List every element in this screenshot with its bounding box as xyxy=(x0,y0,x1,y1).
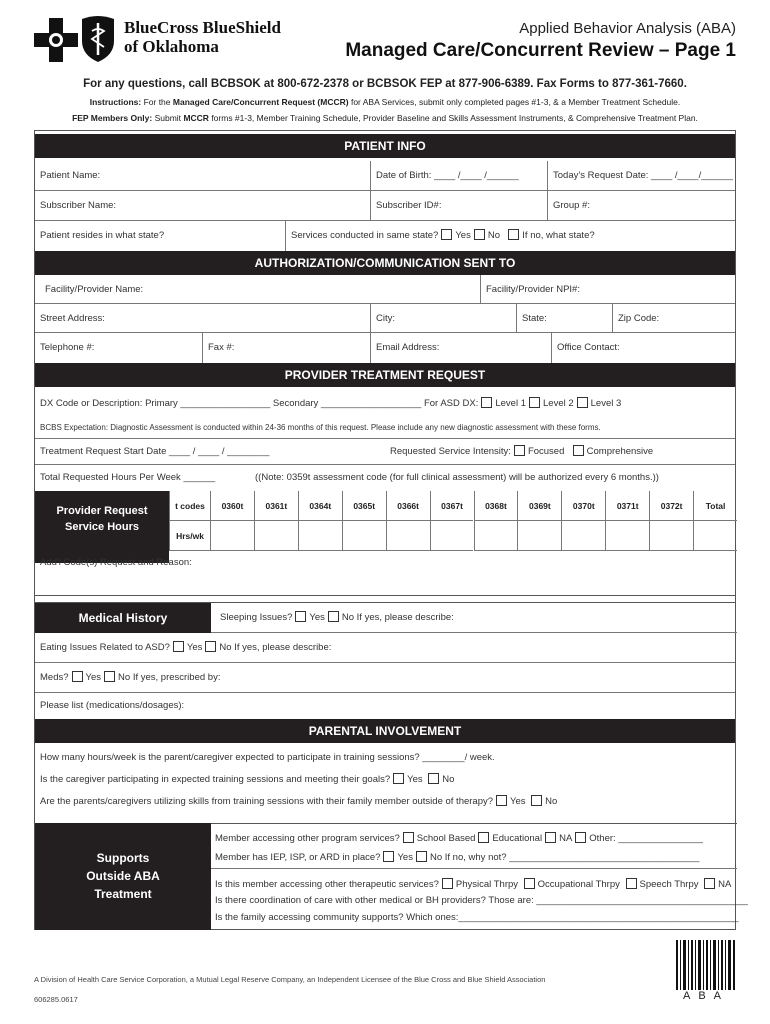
other-label: Other: ________________ xyxy=(589,833,703,844)
office-contact-label: Office Contact: xyxy=(557,342,620,353)
level3-label: Level 3 xyxy=(590,398,622,409)
hours-input-0364t[interactable] xyxy=(298,521,342,551)
auth-row-2 xyxy=(35,304,735,333)
eating-no-checkbox[interactable] xyxy=(205,641,216,652)
sleeping-label: Sleeping Issues? xyxy=(220,612,293,623)
form-body xyxy=(34,130,748,930)
same-state-no-label: No xyxy=(487,230,500,241)
med-list-label: Please list (medications/dosages): xyxy=(40,700,185,711)
meds-row xyxy=(35,663,735,693)
subscriber-id-field[interactable] xyxy=(370,191,547,220)
meds-no-checkbox[interactable] xyxy=(104,671,115,682)
sleeping-yes-label: Yes xyxy=(309,612,325,623)
code-header-0361t: 0361t xyxy=(254,491,298,521)
therapeutic-na-label: NA xyxy=(718,879,732,890)
occupational-label: Occupational Thrpy xyxy=(537,879,620,890)
form-subtitle: Applied Behavior Analysis (ABA) xyxy=(519,20,736,37)
office-contact-field[interactable] xyxy=(551,333,737,363)
sleeping-yes-checkbox[interactable] xyxy=(295,611,306,622)
utilizing-field xyxy=(35,791,737,817)
dx-row xyxy=(35,391,735,417)
comprehensive-label: Comprehensive xyxy=(586,446,654,457)
facility-name-label: Facility/Provider Name: xyxy=(45,284,144,295)
eating-no-label: No xyxy=(219,642,232,653)
group-label: Group #: xyxy=(553,200,590,211)
instructions-text-a: For the xyxy=(143,97,171,107)
brand-name xyxy=(124,18,281,56)
participating-yes-checkbox[interactable] xyxy=(393,773,404,784)
iep-no-label: No xyxy=(429,852,443,863)
instructions-bold-a: Managed Care/Concurrent Request (MCCR) xyxy=(172,97,349,107)
same-state-field xyxy=(285,221,737,251)
focused-label: Focused xyxy=(527,446,565,457)
street-field[interactable] xyxy=(35,304,370,332)
level3-checkbox[interactable] xyxy=(577,397,588,408)
supports-body xyxy=(211,823,748,930)
npi-label: Facility/Provider NPI#: xyxy=(486,284,580,295)
iep-yes-label: Yes xyxy=(397,852,413,863)
instructions-line xyxy=(0,97,770,107)
meds-yes-label: Yes xyxy=(85,672,102,683)
if-no-state-checkbox[interactable] xyxy=(508,229,519,240)
meds-no-label: No xyxy=(118,672,131,683)
addl-codes-field[interactable] xyxy=(35,551,737,595)
start-date-label: Treatment Request Start Date ____ / ____ / ________ xyxy=(40,446,270,457)
addl-codes-label: Add'l Code(s) Request and Reason: xyxy=(40,557,192,568)
meds-prescribed-label: If yes, prescribed by: xyxy=(132,672,221,683)
participating-label: Is the caregiver participating in expected training sessions and meeting their goals? xyxy=(40,774,391,785)
coordination-line[interactable]: Is there coordination of care with other medical or BH providers? Those are: ________________________________________ xyxy=(215,895,748,906)
iep-no-checkbox[interactable] xyxy=(416,851,427,862)
therapeutic-line xyxy=(215,878,731,890)
utilizing-no-checkbox[interactable] xyxy=(531,795,542,806)
school-label: School Based xyxy=(416,833,476,844)
code-header-0360t: 0360t xyxy=(210,491,254,521)
participating-no-checkbox[interactable] xyxy=(428,773,439,784)
facility-name-field[interactable] xyxy=(40,275,480,303)
eating-field xyxy=(35,633,737,662)
hours-input-total[interactable] xyxy=(693,521,737,551)
start-date-row xyxy=(35,439,735,465)
same-state-yes-checkbox[interactable] xyxy=(441,229,452,240)
section-spacer xyxy=(35,595,735,603)
meds-yes-checkbox[interactable] xyxy=(72,671,83,682)
med-list-field[interactable] xyxy=(35,693,737,719)
patient-row-3 xyxy=(35,221,735,251)
occupational-checkbox[interactable] xyxy=(524,878,535,889)
utilizing-yes-checkbox[interactable] xyxy=(496,795,507,806)
email-field[interactable] xyxy=(370,333,551,363)
sleeping-describe-label: If yes, please describe: xyxy=(356,612,454,623)
code-header-0368t: 0368t xyxy=(474,491,518,521)
physical-checkbox[interactable] xyxy=(442,878,453,889)
telephone-label: Telephone #: xyxy=(40,342,95,353)
state-label: State: xyxy=(522,313,547,324)
code-header-0364t: 0364t xyxy=(298,491,342,521)
patient-row-2 xyxy=(35,191,735,221)
grid-title-line-1: Provider Request xyxy=(56,505,148,517)
sleeping-field xyxy=(215,603,735,632)
supports-title-3: Treatment xyxy=(94,887,152,901)
instructions-label: Instructions: xyxy=(89,97,142,107)
patient-row-1 xyxy=(35,161,735,191)
dx-field[interactable] xyxy=(35,391,737,417)
utilizing-no-label: No xyxy=(545,796,558,807)
hours-input-0371t[interactable] xyxy=(605,521,649,551)
iep-why-label: If no, why not? ____________________________________ xyxy=(444,852,700,863)
same-state-no-checkbox[interactable] xyxy=(474,229,485,240)
footer-code: 606285.0617 xyxy=(34,995,78,1004)
educational-label: Educational xyxy=(492,833,543,844)
community-line[interactable]: Is the family accessing community supports? Which ones:_____________________________________________________ xyxy=(215,912,739,923)
parental-header: PARENTAL INVOLVEMENT xyxy=(35,719,735,743)
barcode-text: ABA xyxy=(682,990,729,1002)
hours-input-0370t[interactable] xyxy=(561,521,605,551)
eating-label: Eating Issues Related to ASD? xyxy=(40,642,170,653)
state-field[interactable] xyxy=(516,304,612,332)
code-header-0367t: 0367t xyxy=(430,491,474,521)
resides-state-field[interactable] xyxy=(35,221,285,251)
total-hours-field[interactable] xyxy=(35,465,245,491)
dob-label: Date of Birth: ____ /____ /______ xyxy=(376,170,519,181)
subscriber-id-label: Subscriber ID#: xyxy=(376,200,442,211)
dob-field[interactable] xyxy=(370,161,547,190)
grid-title-line-2: Service Hours xyxy=(65,521,139,533)
instructions-text-b: for ABA Services, submit only completed pages #1-3, & a Member Treatment Schedule. xyxy=(350,97,681,107)
street-label: Street Address: xyxy=(40,313,105,324)
total-hours-label: Total Requested Hours Per Week ______ xyxy=(40,472,216,483)
note-text: ((Note: 0359t assessment code (for full clinical assessment) will be authorized every 6 months.)) xyxy=(255,472,659,483)
fax-field[interactable] xyxy=(202,333,370,363)
supports-header xyxy=(35,823,211,930)
eating-yes-label: Yes xyxy=(186,642,203,653)
city-field[interactable] xyxy=(370,304,516,332)
meds-field xyxy=(35,663,737,692)
hours-input-0361t[interactable] xyxy=(254,521,298,551)
treatment-header: PROVIDER TREATMENT REQUEST xyxy=(35,363,735,387)
sleeping-no-checkbox[interactable] xyxy=(328,611,339,622)
therapeutic-na-checkbox[interactable] xyxy=(704,878,715,889)
request-date-label: Today’s Request Date: ____ /____/______ xyxy=(553,170,733,181)
resides-state-label: Patient resides in what state? xyxy=(40,230,165,241)
parent-hours-field[interactable] xyxy=(35,747,737,769)
addl-codes-row xyxy=(35,551,735,595)
code-header-0371t: 0371t xyxy=(605,491,649,521)
code-header-0370t: 0370t xyxy=(561,491,605,521)
fep-label: FEP Members Only: xyxy=(72,113,153,123)
form-title: Managed Care/Concurrent Review – Page 1 xyxy=(345,40,736,61)
utilizing-label: Are the parents/caregivers utilizing skills from training sessions with their family member outside of therapy? xyxy=(40,796,494,807)
utilizing-yes-label: Yes xyxy=(510,796,526,807)
blue-cross-logo-icon xyxy=(34,18,78,62)
patient-info-header: PATIENT INFO xyxy=(35,134,735,158)
city-label: City: xyxy=(376,313,395,324)
hours-input-0365t[interactable] xyxy=(342,521,386,551)
subscriber-name-label: Subscriber Name: xyxy=(40,200,117,211)
sleeping-row xyxy=(211,603,737,633)
hrs-wk-label: Hrs/wk xyxy=(169,521,210,551)
total-hours-row xyxy=(35,465,735,491)
patient-name-label: Patient Name: xyxy=(40,170,101,181)
dx-label: DX Code or Description: Primary _________________ Secondary ___________________ For ASD DX: xyxy=(40,398,479,409)
barcode-icon xyxy=(676,940,736,990)
auth-row-3 xyxy=(35,333,735,363)
fep-line xyxy=(0,113,770,123)
participating-row xyxy=(35,769,735,791)
brand-line-1: BlueCross BlueShield xyxy=(124,18,281,37)
sleeping-no-label: No xyxy=(341,612,355,623)
request-date-field[interactable] xyxy=(547,161,737,190)
na-label: NA xyxy=(559,833,573,844)
start-date-field[interactable] xyxy=(35,439,385,464)
fep-text-b: forms #1-3, Member Training Schedule, Provider Baseline and Skills Assessment Instruments, & Comprehensive Treatment Plan. xyxy=(211,113,698,123)
level1-label: Level 1 xyxy=(495,398,526,409)
other-services-line xyxy=(215,832,703,844)
other-services-label: Member accessing other program services? xyxy=(215,833,400,844)
med-list-row xyxy=(35,693,735,719)
npi-field[interactable] xyxy=(480,275,737,303)
fep-text-a: Submit xyxy=(154,113,182,123)
code-header-0365t: 0365t xyxy=(342,491,386,521)
code-header-0366t: 0366t xyxy=(386,491,430,521)
comprehensive-checkbox[interactable] xyxy=(573,445,584,456)
code-header-0372t: 0372t xyxy=(649,491,693,521)
parent-hours-label: How many hours/week is the parent/caregiver expected to participate in training sessions? ________/ week. xyxy=(40,752,495,763)
iep-line xyxy=(215,851,699,863)
code-header-0369t: 0369t xyxy=(517,491,561,521)
therapeutic-label: Is this member accessing other therapeutic services? xyxy=(215,879,439,890)
same-state-label: Services conducted in same state? xyxy=(291,230,439,241)
level2-checkbox[interactable] xyxy=(529,397,540,408)
eating-yes-checkbox[interactable] xyxy=(173,641,184,652)
utilizing-row xyxy=(35,791,735,817)
meds-label: Meds? xyxy=(40,672,69,683)
authorization-header: AUTHORIZATION/COMMUNICATION SENT TO xyxy=(35,251,735,275)
same-state-yes-label: Yes xyxy=(455,230,471,241)
level2-label: Level 2 xyxy=(543,398,574,409)
telephone-field[interactable] xyxy=(35,333,202,363)
school-checkbox[interactable] xyxy=(403,832,414,843)
code-header-total: Total xyxy=(693,491,737,521)
page-header xyxy=(0,0,770,70)
na-checkbox[interactable] xyxy=(545,832,556,843)
eating-row xyxy=(35,633,735,663)
hours-input-0369t[interactable] xyxy=(517,521,561,551)
contact-line: For any questions, call BCBSOK at 800-672-2378 or BCBSOK FEP at 877-906-6389. Fax Forms to 877-361-7660. xyxy=(83,78,687,90)
focused-checkbox[interactable] xyxy=(514,445,525,456)
iep-label: Member has IEP, ISP, or ARD in place? xyxy=(215,852,381,863)
other-checkbox[interactable] xyxy=(575,832,586,843)
group-field[interactable] xyxy=(547,191,737,220)
hours-input-0366t[interactable] xyxy=(386,521,430,551)
hours-input-0367t[interactable] xyxy=(430,521,474,551)
email-label: Email Address: xyxy=(376,342,440,353)
supports-title-1: Supports xyxy=(96,851,150,865)
participating-field xyxy=(35,769,737,791)
brand-line-2: of Oklahoma xyxy=(124,37,219,56)
participating-yes-label: Yes xyxy=(407,774,423,785)
t-codes-label: t codes xyxy=(169,491,210,521)
expectation-row xyxy=(35,417,735,439)
hours-input-0372t[interactable] xyxy=(649,521,693,551)
hours-input-0368t[interactable] xyxy=(474,521,518,551)
supports-title-2: Outside ABA xyxy=(86,869,160,883)
subscriber-name-field[interactable] xyxy=(35,191,370,220)
level1-checkbox[interactable] xyxy=(481,397,492,408)
zip-label: Zip Code: xyxy=(618,313,660,324)
iep-yes-checkbox[interactable] xyxy=(383,851,394,862)
fep-bold-a: MCCR xyxy=(183,113,209,123)
eating-describe-label: If yes, please describe: xyxy=(234,642,332,653)
speech-label: Speech Thrpy xyxy=(639,879,699,890)
physical-label: Physical Thrpy xyxy=(455,879,519,890)
speech-checkbox[interactable] xyxy=(626,878,637,889)
patient-name-field[interactable] xyxy=(35,161,370,190)
hours-input-0360t[interactable] xyxy=(210,521,254,551)
blue-shield-logo-icon xyxy=(80,15,116,63)
if-no-state-label: If no, what state? xyxy=(522,230,595,241)
intensity-label: Requested Service Intensity: xyxy=(390,446,511,457)
medical-history-header: Medical History xyxy=(35,603,211,633)
footer-division: A Division of Health Care Service Corporation, a Mutual Legal Reserve Company, an Independent Licensee of the Blue Cross and Blue Shield Association xyxy=(34,975,546,984)
expectation-text: BCBS Expectation: Diagnostic Assessment is conducted within 24-36 months of this request. Please include any new diagnostic assessment with these forms. xyxy=(40,423,601,432)
participating-no-label: No xyxy=(442,774,455,785)
intensity-field xyxy=(385,439,737,464)
zip-field[interactable] xyxy=(612,304,737,332)
auth-row-1 xyxy=(35,275,735,304)
supports-divider xyxy=(211,868,737,869)
fax-label: Fax #: xyxy=(208,342,235,353)
parent-hours-row xyxy=(35,747,735,769)
educational-checkbox[interactable] xyxy=(478,832,489,843)
